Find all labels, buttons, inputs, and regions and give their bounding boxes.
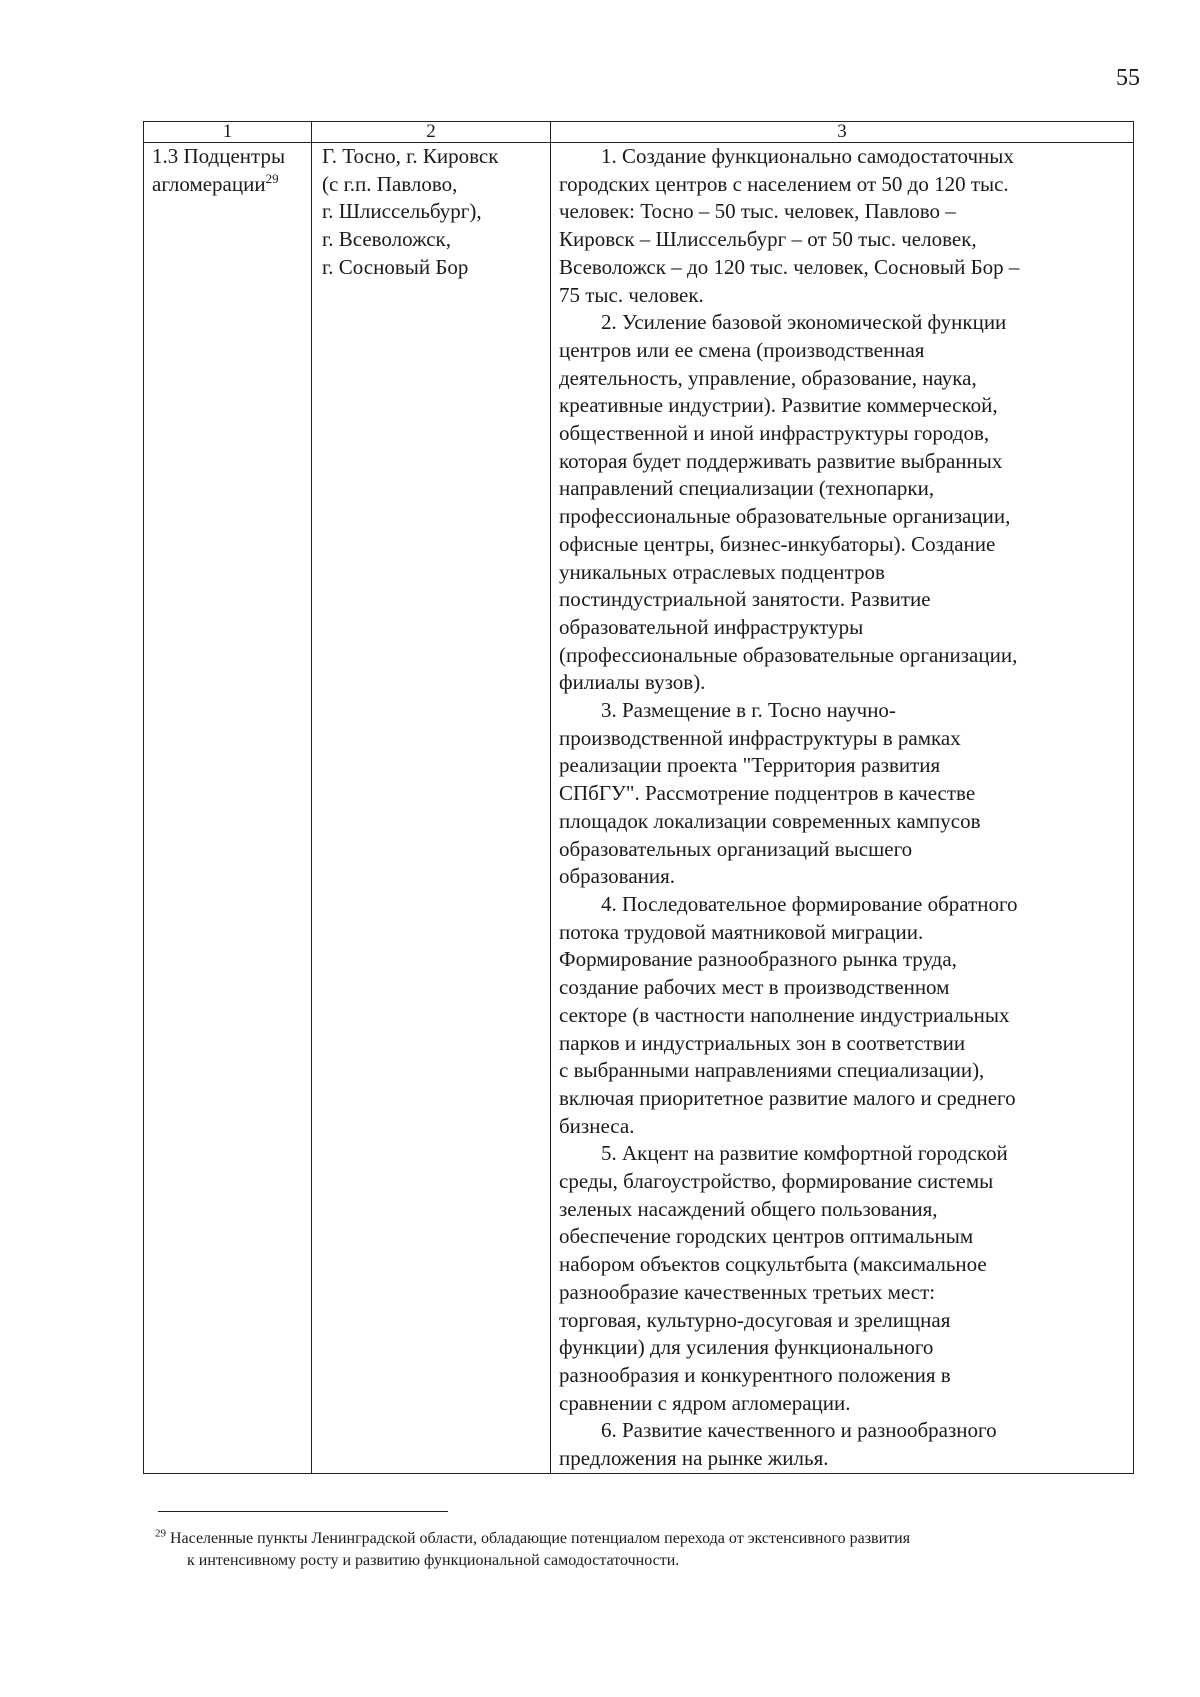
measure-line: 5. Акцент на развитие комфортной городской xyxy=(601,1141,1008,1166)
measure-line: торговая, культурно-досуговая и зрелищная xyxy=(559,1307,951,1332)
measure-line: образовательной инфраструктуры xyxy=(559,614,864,639)
measure-line: площадок локализации современных кампусов xyxy=(559,808,981,833)
measure-line: которая будет поддерживать развитие выбранных xyxy=(559,448,1003,473)
column-header-1: 1 xyxy=(144,122,312,143)
cell-subcenter-name xyxy=(144,143,312,1474)
cell-line: г. Всеволожск, xyxy=(322,227,452,252)
measure-line: секторе (в частности наполнение индустриальных xyxy=(559,1002,1010,1027)
measure-line: человек: Тосно – 50 тыс. человек, Павлово – xyxy=(559,199,956,224)
cell-measures xyxy=(551,143,1134,1474)
measure-line: офисные центры, бизнес-инкубаторы). Создание xyxy=(559,531,996,556)
cell-line: г. Шлиссельбург), xyxy=(322,199,482,224)
measure-line: зеленых насаждений общего пользования, xyxy=(559,1196,938,1221)
footnote-marker: 29 xyxy=(155,1527,166,1540)
cell-line-with-ref xyxy=(152,171,305,199)
footnote xyxy=(155,1528,1140,1572)
measure-line: обеспечение городских центров оптимальным xyxy=(559,1224,974,1249)
measure-line: функции) для усиления функционального xyxy=(559,1335,934,1360)
measure-line: направлений специализации (технопарки, xyxy=(559,476,935,501)
footnote-line: к интенсивному росту и развитию функциональной самодостаточности. xyxy=(187,1552,680,1569)
measure-line: СПбГУ". Рассмотрение подцентров в качестве xyxy=(559,781,976,806)
measure-line: образовательных организаций высшего xyxy=(559,836,913,861)
measure-line: (профессиональные образовательные организации, xyxy=(559,642,1018,667)
measure-line: реализации проекта "Территория развития xyxy=(559,753,941,778)
measure-line: Кировск – Шлиссельбург – от 50 тыс. человек, xyxy=(559,227,977,252)
measure-line: постиндустриальной занятости. Развитие xyxy=(559,587,931,612)
column-header-2: 2 xyxy=(312,122,551,143)
document-table xyxy=(143,121,1134,1474)
measure-line: разнообразие качественных третьих мест: xyxy=(559,1279,936,1304)
measure-line: общественной и иной инфраструктуры городов, xyxy=(559,421,990,446)
measure-line: филиалы вузов). xyxy=(559,670,706,695)
measure-line: 3. Размещение в г. Тосно научно- xyxy=(601,698,896,723)
cell-cities xyxy=(312,143,551,1474)
measure-paragraph xyxy=(559,1417,1125,1472)
measure-line: с выбранными направлениями специализации), xyxy=(559,1058,985,1083)
measure-line: Формирование разнообразного рынка труда, xyxy=(559,947,957,972)
measure-line: 4. Последовательное формирование обратного xyxy=(601,891,1018,916)
measure-paragraph xyxy=(559,1140,1125,1417)
measure-line: городских центров с населением от 50 до 120 тыс. xyxy=(559,171,1009,196)
measure-line: создание рабочих мест в производственном xyxy=(559,975,950,1000)
footnote-reference: 29 xyxy=(265,170,279,186)
measure-line: профессиональные образовательные организации, xyxy=(559,504,1011,529)
measure-line: набором объектов соцкультбыта (максимальное xyxy=(559,1252,987,1277)
table-header-row xyxy=(144,122,1134,143)
footnote-line xyxy=(155,1528,1140,1550)
measures-list xyxy=(559,143,1125,1473)
measure-line: деятельность, управление, образование, наука, xyxy=(559,365,977,390)
cell-line: (с г.п. Павлово, xyxy=(322,171,458,196)
measure-line: 75 тыс. человек. xyxy=(559,282,704,307)
measure-line: центров или ее смена (производственная xyxy=(559,337,925,362)
measure-paragraph xyxy=(559,309,1125,697)
measure-paragraph xyxy=(559,143,1125,309)
measure-line: сравнении с ядром агломерации. xyxy=(559,1390,851,1415)
cell-line: Г. Тосно, г. Кировск xyxy=(322,144,499,168)
measure-line: уникальных отраслевых подцентров xyxy=(559,559,885,584)
measure-paragraph xyxy=(559,891,1125,1140)
measure-line: 6. Развитие качественного и разнообразного xyxy=(601,1418,997,1443)
cell-line: 1.3 Подцентры xyxy=(152,144,286,168)
measure-line: потока трудовой маятниковой миграции. xyxy=(559,919,924,944)
page-number: 55 xyxy=(1116,65,1140,91)
footnote-divider xyxy=(158,1511,448,1512)
measure-line: Всеволожск – до 120 тыс. человек, Сосновый Бор – xyxy=(559,254,1020,279)
measure-line: 1. Создание функционально самодостаточных xyxy=(601,144,1014,168)
measure-line: 2. Усиление базовой экономической функции xyxy=(601,310,1007,335)
cell-line: г. Сосновый Бор xyxy=(322,254,469,279)
measure-line: включая приоритетное развитие малого и среднего xyxy=(559,1085,1016,1110)
column-header-3: 3 xyxy=(551,122,1134,143)
measure-line: разнообразия и конкурентного положения в xyxy=(559,1362,951,1387)
measure-line: образования. xyxy=(559,864,676,889)
table-row xyxy=(144,143,1134,1474)
measure-line: бизнеса. xyxy=(559,1113,635,1138)
measure-line: производственной инфраструктуры в рамках xyxy=(559,725,961,750)
footnote-text: Населенные пункты Ленинградской области, обладающие потенциалом перехода от экстенсивного развития xyxy=(170,1530,911,1547)
measure-line: парков и индустриальных зон в соответствии xyxy=(559,1030,966,1055)
measure-paragraph xyxy=(559,697,1125,891)
measure-line: креативные индустрии). Развитие коммерческой, xyxy=(559,393,998,418)
cell-line-text: агломерации xyxy=(152,171,266,196)
measure-line: предложения на рынке жилья. xyxy=(559,1446,829,1471)
measure-line: среды, благоустройство, формирование системы xyxy=(559,1169,994,1194)
